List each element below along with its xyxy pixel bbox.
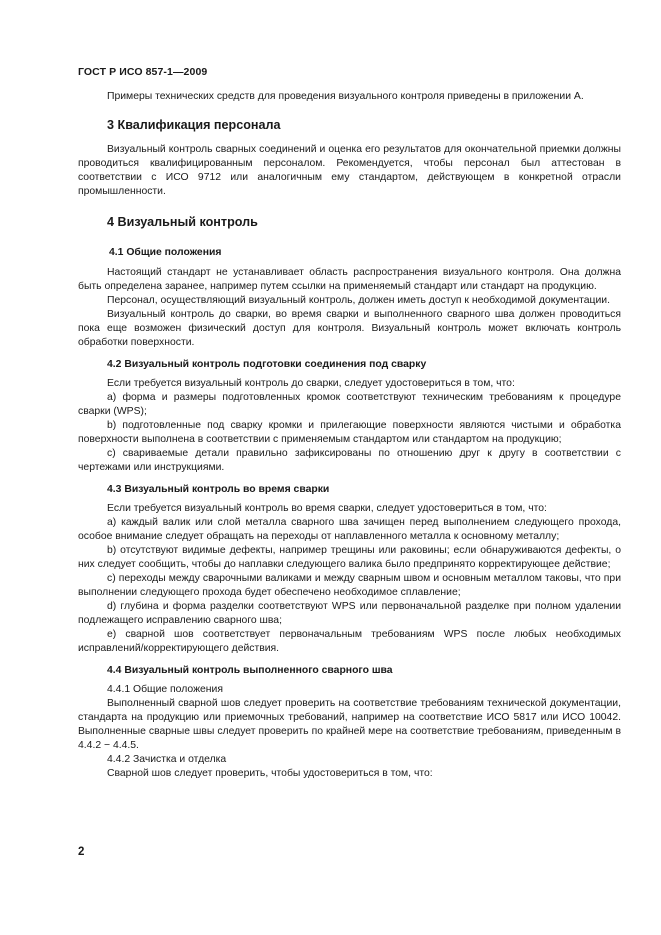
section-4-2-intro: Если требуется визуальный контроль до сварки, следует удостовериться в том, что: <box>107 378 515 389</box>
section-4-4-1-title: 4.4.1 Общие положения <box>107 684 223 695</box>
section-4-3-title: 4.3 Визуальный контроль во время сварки <box>107 484 330 495</box>
section-4-2-item-a: а) форма и размеры подготовленных кромок соответствуют техническим требованиям к процедуре сварки (WPS); <box>78 392 621 417</box>
section-4-1-paragraph-2: Персонал, осуществляющий визуальный контроль, должен иметь доступ к необходимой документации. <box>107 295 610 306</box>
section-3-title: 3 Квалификация персонала <box>107 118 281 132</box>
paragraph-examples: Примеры технических средств для проведения визуального контроля приведены в приложении А. <box>107 91 584 102</box>
section-4-3-item-e: е) сварной шов соответствует первоначальным требованиям WPS после любых необходимых исправлений/корректирующего действия. <box>78 629 621 654</box>
section-4-2-item-b: b) подготовленные под сварку кромки и прилегающие поверхности являются чистыми и обработка поверхности выполнена в соответствии с применяемым стандартом или стандартом на продукцию; <box>78 420 621 445</box>
section-4-title: 4 Визуальный контроль <box>107 215 258 229</box>
page-number: 2 <box>78 846 85 858</box>
standard-header: ГОСТ Р ИСО 857-1—2009 <box>78 66 208 78</box>
section-3-paragraph: Визуальный контроль сварных соединений и оценка его результатов для окончательной приемки должны проводиться квалифицированным персоналом. Рекомендуется, чтобы персонал был аттестован в соответствии с ИСО 9712 или аналогичным ему стандартом, действующем в конкретной отрасли промышленности. <box>78 144 621 197</box>
document-body <box>78 90 621 781</box>
section-4-4-1-paragraph: Выполненный сварной шов следует проверить на соответствие требованиям технической документации, стандарта на продукцию или приемочных требований, например на соответствие ИСО 5817 или ИСО 10042. Выполненные сварные швы следует проверить по крайней мере на соответствие требованиям, приведенным в 4.4.2 − 4.4.5. <box>78 698 621 751</box>
section-4-4-title: 4.4 Визуальный контроль выполненного сварного шва <box>107 665 393 676</box>
section-4-1-paragraph-3: Визуальный контроль до сварки, во время сварки и выполненного сварного шва должен проводиться пока еще возможен физический доступ для контроля. Визуальный контроль может включать контроль обработки поверхности. <box>78 309 621 348</box>
section-4-3-item-a: а) каждый валик или слой металла сварного шва зачищен перед выполнением следующего прохода, особое внимание следует обращать на переходы от наплавленного металла к основному металлу; <box>78 517 621 542</box>
section-4-3-item-d: d) глубина и форма разделки соответствуют WPS или первоначальной разделке при полном удалении подлежащего исправлению сварного шва; <box>78 601 621 626</box>
section-4-3-intro: Если требуется визуальный контроль во время сварки, следует удостовериться в том, что: <box>107 503 547 514</box>
section-4-4-2-paragraph: Сварной шов следует проверить, чтобы удостовериться в том, что: <box>107 768 433 779</box>
section-4-3-item-b: b) отсутствуют видимые дефекты, например трещины или раковины; если обнаруживаются дефекты, о них следует сообщить, чтобы до наплавки следующего валика было предпринято корректирующее действие; <box>78 545 621 570</box>
section-4-3-item-c: с) переходы между сварочными валиками и между сварным швом и основным металлом таковы, что при выполнении следующего прохода будет обеспечено необходимое сплавление; <box>78 573 621 598</box>
section-4-1-paragraph-1: Настоящий стандарт не устанавливает область распространения визуального контроля. Она должна быть определена заранее, например путем ссылки на применяемый стандарт или стандарт на продукцию. <box>78 267 621 292</box>
section-4-2-title: 4.2 Визуальный контроль подготовки соединения под сварку <box>107 359 427 370</box>
section-4-4-2-title: 4.4.2 Зачистка и отделка <box>107 754 227 765</box>
section-4-1-title: 4.1 Общие положения <box>109 247 222 258</box>
section-4-2-item-c: с) свариваемые детали правильно зафиксированы по отношению друг к другу в соответствии с чертежами или инструкциями. <box>78 448 621 473</box>
